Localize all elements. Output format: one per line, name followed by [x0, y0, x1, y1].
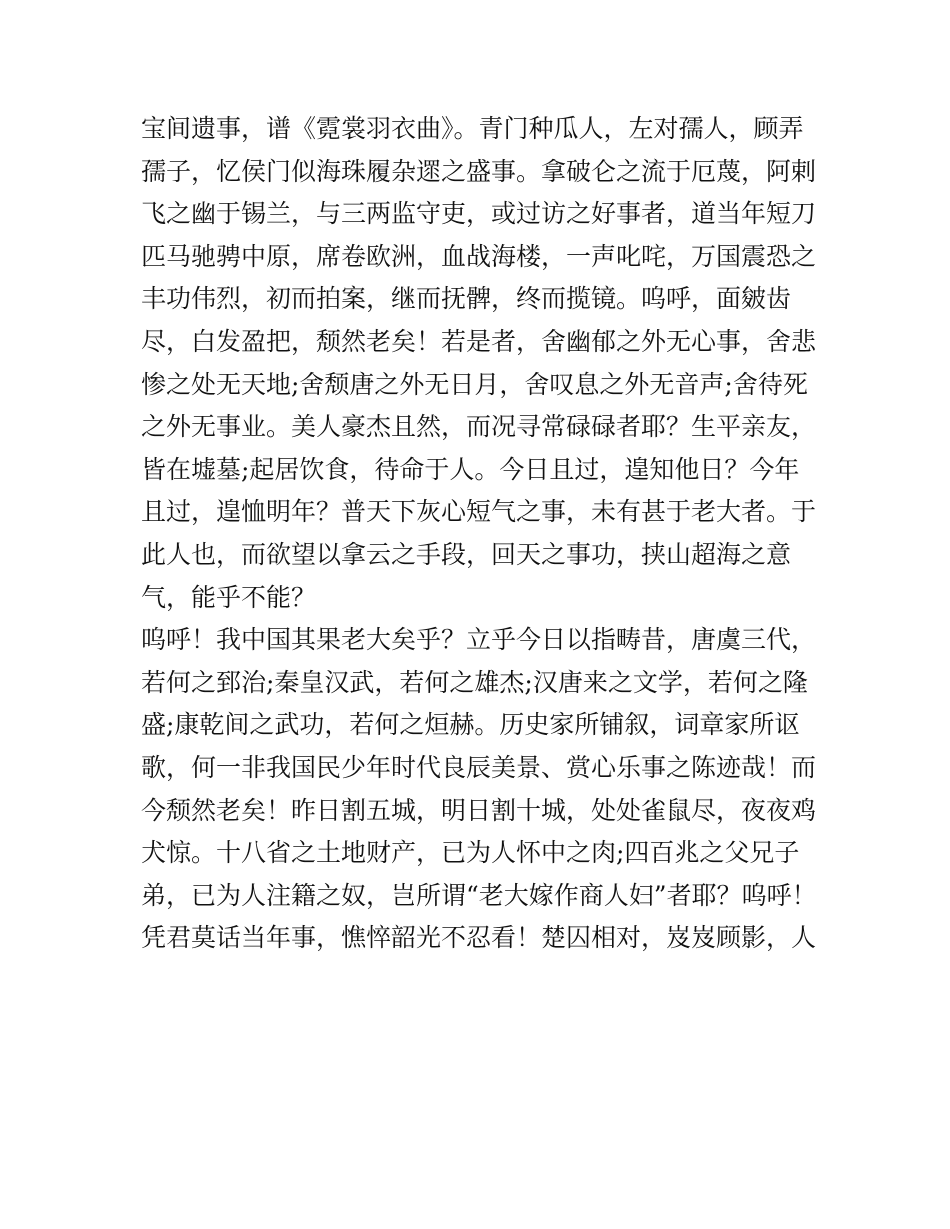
text-line: 今颓然老矣！昨日割五城，明日割十城，处处雀鼠尽，夜夜鸡 — [141, 795, 817, 825]
text-line: 之外无事业。美人豪杰且然，而况寻常碌碌者耶？生平亲友， — [141, 412, 817, 442]
text-line: 气，能乎不能？ — [141, 582, 317, 612]
text-line: 若何之郅治;秦皇汉武，若何之雄杰;汉唐来之文学，若何之隆 — [141, 667, 808, 697]
text-line: 皆在墟墓;起居饮食，待命于人。今日且过，遑知他日？今年 — [141, 454, 800, 484]
text-line: 此人也，而欲望以拿云之手段，回天之事功，挟山超海之意 — [141, 539, 792, 569]
text-line: 弟，已为人注籍之奴，岂所谓“老大嫁作商人妇”者耶？呜呼！ — [141, 880, 817, 910]
text-line: 匹马驰骋中原，席卷欧洲，血战海楼，一声叱咤，万国震恐之 — [141, 241, 817, 271]
text-line: 尽，白发盈把，颓然老矣！若是者，舍幽郁之外无心事，舍悲 — [141, 326, 817, 356]
text-line: 丰功伟烈，初而拍案，继而抚髀，终而揽镜。呜呼，面皴齿 — [141, 284, 792, 314]
text-line: 且过，遑恤明年？普天下灰心短气之事，未有甚于老大者。于 — [141, 497, 817, 527]
text-line: 孺子，忆侯门似海珠履杂遝之盛事。拿破仑之流于厄蔑，阿剌 — [141, 156, 817, 186]
text-line: 凭君莫话当年事，憔悴韶光不忍看！楚囚相对，岌岌顾影，人 — [141, 923, 817, 953]
text-line: 盛;康乾间之武功，若何之烜赫。历史家所铺叙，词章家所讴 — [141, 710, 800, 740]
text-line: 呜呼！我中国其果老大矣乎？立乎今日以指畴昔，唐虞三代， — [141, 625, 817, 655]
text-line: 宝间遗事，谱《霓裳羽衣曲》。青门种瓜人，左对孺人，顾弄 — [141, 114, 804, 143]
body-text — [141, 108, 821, 960]
text-line: 飞之幽于锡兰，与三两监守吏，或过访之好事者，道当年短刀 — [141, 199, 817, 229]
text-line: 惨之处无天地;舍颓唐之外无日月，舍叹息之外无音声;舍待死 — [141, 369, 808, 399]
text-line: 犬惊。十八省之土地财产，已为人怀中之肉;四百兆之父兄子 — [141, 838, 800, 868]
text-line: 歌，何一非我国民少年时代良辰美景、赏心乐事之陈迹哉！而 — [141, 752, 817, 782]
